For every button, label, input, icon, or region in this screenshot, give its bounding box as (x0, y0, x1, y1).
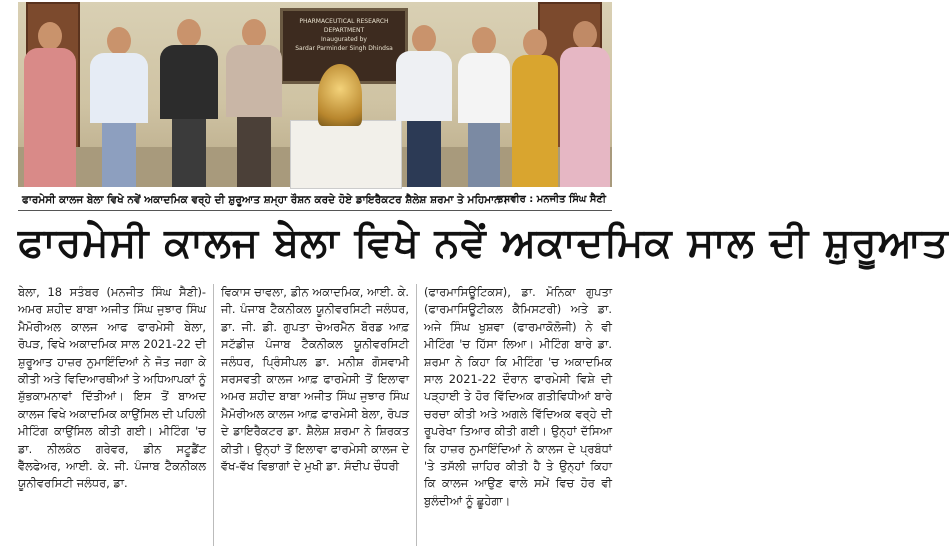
person-head (107, 27, 131, 55)
person-head (412, 25, 436, 53)
person-legs (237, 117, 271, 187)
plaque-line: Inaugurated by (321, 36, 367, 43)
person (90, 27, 148, 187)
person-body (24, 48, 76, 187)
person-body (396, 51, 452, 121)
photo-credit: ਤਸਵੀਰ : ਮਨਜੀਤ ਸਿੰਘ ਸੈਣੀ (497, 194, 606, 205)
person (396, 25, 452, 187)
person (24, 22, 76, 187)
event-photo (18, 2, 612, 187)
person-body (226, 45, 282, 117)
caption-text: ਫਾਰਮੇਸੀ ਕਾਲਜ ਬੇਲਾ ਵਿਖੇ ਨਵੇਂ ਅਕਾਦਮਿਕ ਵਰ੍ਹੇ ਦੀ ਸ਼ੁਰੂਆਤ ਸ਼ਮ੍ਹਾ ਰੌਸ਼ਨ ਕਰਦੇ ਹੋਏ ਡਾਇਰੈਕਟਰ ਸ਼ੈਲੇਸ਼ ਸ਼ਰਮਾ ਤੇ ਮਹਿਮਾਨ। (22, 194, 508, 206)
column-divider (416, 284, 417, 546)
article-column (18, 284, 206, 493)
person-body (160, 45, 218, 119)
person (458, 27, 510, 187)
person-head (523, 29, 547, 57)
article-column (424, 284, 612, 510)
person-body (458, 53, 510, 123)
headline: ਫਾਰਮੇਸੀ ਕਾਲਜ ਬੇਲਾ ਵਿਖੇ ਨਵੇਂ ਅਕਾਦਮਿਕ ਸਾਲ ਦੀ ਸ਼ੁਰੂਆਤ (18, 220, 949, 266)
column-divider (213, 284, 214, 546)
ceremony-table (290, 120, 402, 189)
article-body (18, 284, 612, 552)
person-head (177, 19, 201, 47)
person-body (90, 53, 148, 123)
column-text: ਵਿਕਾਸ ਚਾਵਲਾ, ਡੀਨ ਅਕਾਦਮਿਕ, ਆਈ. ਕੇ. ਜੀ. ਪੰਜਾਬ ਟੈਕਨੀਕਲ ਯੂਨੀਵਰਸਿਟੀ ਜਲੰਧਰ, ਡਾ. ਜੀ. ਡੀ. ਗੁਪਤਾ ਚੇਅਰਮੈਨ ਬੋਰਡ ਆਫ਼ ਸਟੱਡੀਜ਼ ਪੰਜਾਬ ਟੈਕਨੀਕਲ ਯੂਨੀਵਰਸਿਟੀ ਜਲੰਧਰ, ਪ੍ਰਿੰਸੀਪਲ ਡਾ. ਮਨੀਸ਼ ਗੋਸਵਾਮੀ ਸਰਸਵਤੀ ਕਾਲਜ ਆਫ਼ ਫਾਰਮੇਸੀ ਤੋਂ ਇਲਾਵਾ ਅਮਰ ਸ਼ਹੀਦ ਬਾਬਾ ਅਜੀਤ ਸਿੰਘ ਜੁਝਾਰ ਸਿੰਘ ਮੈਮੋਰੀਅਲ ਕਾਲਜ ਆਫ਼ ਫਾਰਮੇਸੀ ਬੇਲਾ, ਰੋਪੜ ਦੇ ਡਾਇਰੈਕਟਰ ਡਾ. ਸ਼ੈਲੇਸ਼ ਸ਼ਰਮਾ ਨੇ ਸ਼ਿਰਕਤ ਕੀਤੀ। ਉਨ੍ਹਾਂ ਤੋਂ ਇਲਾਵਾ ਫਾਰਮੇਸੀ ਕਾਲਜ ਦੇ ਵੱਖ-ਵੱਖ ਵਿਭਾਗਾਂ ਦੇ ਮੁਖੀ ਡਾ. ਸੰਦੀਪ ਚੌਧਰੀ (221, 285, 409, 474)
person-head (242, 19, 266, 47)
person-head (472, 27, 496, 55)
person (160, 19, 218, 187)
plaque-line: PHARMACEUTICAL RESEARCH DEPARTMENT (299, 18, 389, 34)
person (560, 21, 610, 187)
person-legs (102, 123, 137, 187)
person-legs (468, 123, 499, 187)
column-text: ਬੇਲਾ, 18 ਸਤੰਬਰ (ਮਨਜੀਤ ਸਿੰਘ ਸੈਣੀ)-ਅਮਰ ਸ਼ਹੀਦ ਬਾਬਾ ਅਜੀਤ ਸਿੰਘ ਜੁਝਾਰ ਸਿੰਘ ਮੈਮੋਰੀਅਲ ਕਾਲਜ ਆਫ ਫਾਰਮੇਸੀ ਬੇਲਾ, ਰੋਪੜ, ਵਿਖੇ ਅਕਾਦਮਿਕ ਸਾਲ 2021-22 ਦੀ ਸ਼ੁਰੂਆਤ ਹਾਜ਼ਰ ਨੁਮਾਇੰਦਿਆਂ ਨੇ ਜੋਤ ਜਗਾ ਕੇ ਕੀਤੀ ਅਤੇ ਵਿਦਿਆਰਥੀਆਂ ਤੇ ਅਧਿਆਪਕਾਂ ਨੂੰ ਸ਼ੁੱਭਕਾਮਨਾਵਾਂ ਦਿੱਤੀਆਂ। ਇਸ ਤੋਂ ਬਾਅਦ ਕਾਲਜ ਵਿਖੇ ਅਕਾਦਮਿਕ ਕਾਉਂਸਿਲ ਦੀ ਪਹਿਲੀ ਮੀਟਿੰਗ ਕਾਉਂਸਿਲ ਕੀਤੀ ਗਈ। ਮੀਟਿੰਗ 'ਚ ਡਾ. ਨੀਲਕੰਠ ਗਰੇਵਰ, ਡੀਨ ਸਟੂਡੈਂਟ ਵੈੱਲਫੇਅਰ, ਆਈ. ਕੇ. ਜੀ. ਪੰਜਾਬ ਟੈਕਨੀਕਲ ਯੂਨੀਵਰਸਿਟੀ ਜਲੰਧਰ, ਡਾ. (18, 285, 206, 491)
person-body (512, 55, 558, 187)
person (512, 29, 558, 187)
plaque-line: Sardar Parminder Singh Dhindsa (295, 45, 393, 52)
person-body (560, 47, 610, 187)
ceremonial-lamp (318, 64, 362, 126)
column-text: (ਫਾਰਮਾਸਿਊਟਿਕਸ), ਡਾ. ਮੋਨਿਕਾ ਗੁਪਤਾ (ਫਾਰਮਾਸਿਊਟੀਕਲ ਕੈਮਿਸਟਰੀ) ਅਤੇ ਡਾ. ਅਜੇ ਸਿੰਘ ਖੁਸ਼ਵਾ (ਫਾਰਮਾਕੋਲੋਜੀ) ਨੇ ਵੀ ਮੀਟਿੰਗ 'ਚ ਹਿੱਸਾ ਲਿਆ। ਮੀਟਿੰਗ ਬਾਰੇ ਡਾ. ਸ਼ਰਮਾ ਨੇ ਕਿਹਾ ਕਿ ਮੀਟਿੰਗ 'ਚ ਅਕਾਦਮਿਕ ਸਾਲ 2021-22 ਦੌਰਾਨ ਫਾਰਮੇਸੀ ਵਿਸ਼ੇ ਦੀ ਪੜ੍ਹਾਈ ਤੇ ਹੋਰ ਵਿੱਦਿਅਕ ਗਤੀਵਿਧੀਆਂ ਬਾਰੇ ਚਰਚਾ ਕੀਤੀ ਅਤੇ ਅਗਲੇ ਵਿੱਦਿਅਕ ਵਰ੍ਹੇ ਦੀ ਰੂਪਰੇਖਾ ਤਿਆਰ ਕੀਤੀ ਗਈ। ਉਨ੍ਹਾਂ ਦੱਸਿਆ ਕਿ ਹਾਜ਼ਰ ਨੁਮਾਇੰਦਿਆਂ ਨੇ ਕਾਲਜ ਦੇ ਪ੍ਰਬੰਧਾਂ 'ਤੇ ਤਸੱਲੀ ਜ਼ਾਹਿਰ ਕੀਤੀ ਹੈ ਤੇ ਉਨ੍ਹਾਂ ਕਿਹਾ ਕਿ ਕਾਲਜ ਆਉਣ ਵਾਲੇ ਸਮੇਂ ਵਿਚ ਹੋਰ ਵੀ ਬੁਲੰਦੀਆਂ ਨੂੰ ਛੂਹੇਗਾ। (424, 285, 612, 508)
person-head (38, 22, 62, 50)
article-column (221, 284, 409, 475)
photo-caption (18, 190, 612, 211)
person-legs (407, 121, 441, 187)
person-head (573, 21, 597, 49)
person (226, 19, 282, 187)
person-legs (172, 119, 207, 187)
